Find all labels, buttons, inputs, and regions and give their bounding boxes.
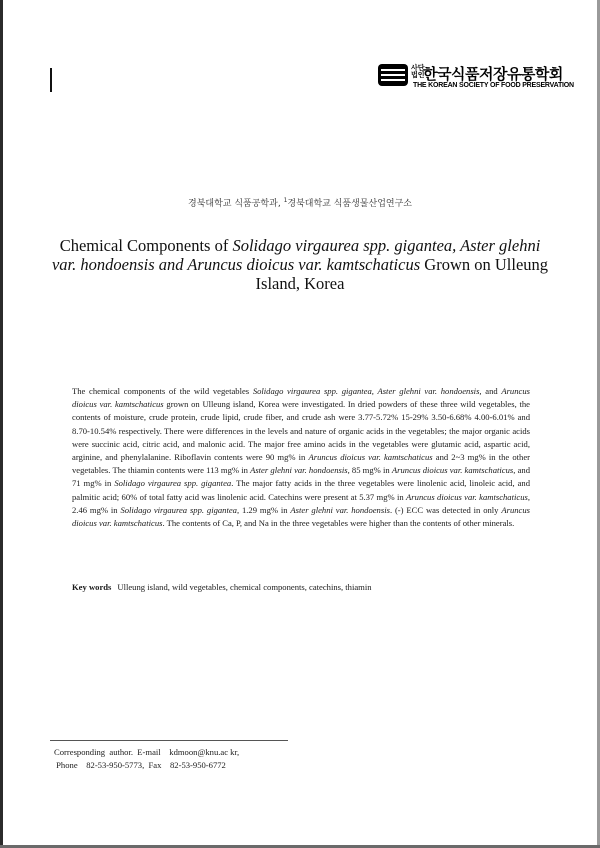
corresponding-author-footnote (54, 746, 239, 772)
affiliation-second: 경북대학교 식품생물산업연구소 (287, 199, 412, 209)
abstract-text: . The major fatty acids in the three vegetables were linolenic acid, linoleic acid, and palmitic acid; 60% of total fatty acid was linolenic acid. Catechins were present at 5.37 mg% in (72, 478, 530, 502)
abstract-text: and 2~3 mg% in the other vegetables. The thiamin contents were 113 mg% in (72, 452, 530, 476)
abstract-text: , and 71 mg% in (72, 465, 530, 489)
abstract-species: Aruncus dioicus var. kamtschaticus (391, 465, 514, 476)
keywords-label: Key words (72, 582, 112, 592)
abstract-text: , 85 mg% in (347, 465, 392, 476)
abstract-species: Solidago virgaurea spp. gigantea (114, 478, 232, 489)
keywords (72, 582, 372, 592)
abstract-species: Aster glehni var. hondoensis (250, 465, 348, 476)
abstract-species: Aster glehni var. hondoensis (290, 504, 390, 515)
page-frame-left (0, 0, 3, 848)
abstract-species: Aruncus dioicus var. kamtschaticus (308, 452, 433, 463)
affiliation-sup: 1 (283, 197, 288, 204)
title-species: Solidago virgaurea spp. gigantea, Aster glehni var. hondoensis and Aruncus dioicus var. kamtschaticus (51, 236, 541, 274)
abstract-text: The chemical components of the wild vegetables (72, 386, 253, 396)
affiliation-first: 경북대학교 식품공학과, (188, 199, 281, 209)
footnote-email-line: Corresponding author. E-mail kdmoon@knu.ac kr, (54, 747, 240, 757)
keywords-text: Ulleung island, wild vegetables, chemical components, catechins, thiamin (117, 582, 372, 592)
author-affiliations (0, 196, 600, 209)
society-logo-icon (378, 64, 408, 86)
abstract-species: Aruncus dioicus var. kamtschaticus (406, 491, 528, 502)
society-logo (378, 62, 574, 92)
abstract-text: grown on Ulleung island, Korea were investigated. In dried powders of these three wild vegetables, the contents of moisture, crude protein, crude lipid, crude fiber, and crude ash were 3.77-5.72% 15-29% 3.50-6.68% 4.00-6.01% and 8.70-10.54% respectively. There were differences in the levels and nature of organic acids in the vegetables; the major organic acids were succinic acid, citric acid, and malonic acid. The major free amino acids in the vegetables were glutamic acid, aspartic acid, arginine, and phenylalanine. Riboflavin contents were 90 mg% in (72, 399, 530, 463)
abstract-text: . (-) ECC was detected in only (389, 504, 502, 515)
abstract-species: Solidago virgaurea spp. gigantea (120, 504, 237, 515)
margin-mark (50, 68, 52, 92)
footnote-divider (50, 740, 288, 741)
abstract-text: and (481, 386, 502, 396)
paper-title (50, 236, 550, 293)
logo-badge: 사단 법인 (411, 64, 425, 79)
logo-korean-name: 한국식품저장유통학회 (423, 65, 563, 83)
abstract (72, 385, 530, 530)
abstract-species: Aruncus dioicus var. kamtschaticus (72, 386, 530, 410)
abstract-species: Aruncus dioicus var. kamtschaticus (72, 504, 530, 529)
abstract-text: . The contents of Ca, P, and Na in the three vegetables were higher than the contents of other minerals. (162, 518, 515, 529)
abstract-text: , 1.29 mg% in (236, 504, 291, 515)
footnote-phone-line: Phone 82-53-950-5773, Fax 82-53-950-6772 (54, 760, 226, 770)
title-part1: Chemical Components of (59, 236, 233, 255)
abstract-species: Solidago virgaurea spp. gigantea, Aster glehni var. hondoensis, (252, 386, 482, 396)
abstract-text: , 2.46 mg% in (72, 491, 530, 515)
title-part2: Grown on Ulleung Island, Korea (255, 255, 549, 293)
logo-english-name: THE KOREAN SOCIETY OF FOOD PRESERVATION (413, 82, 574, 89)
